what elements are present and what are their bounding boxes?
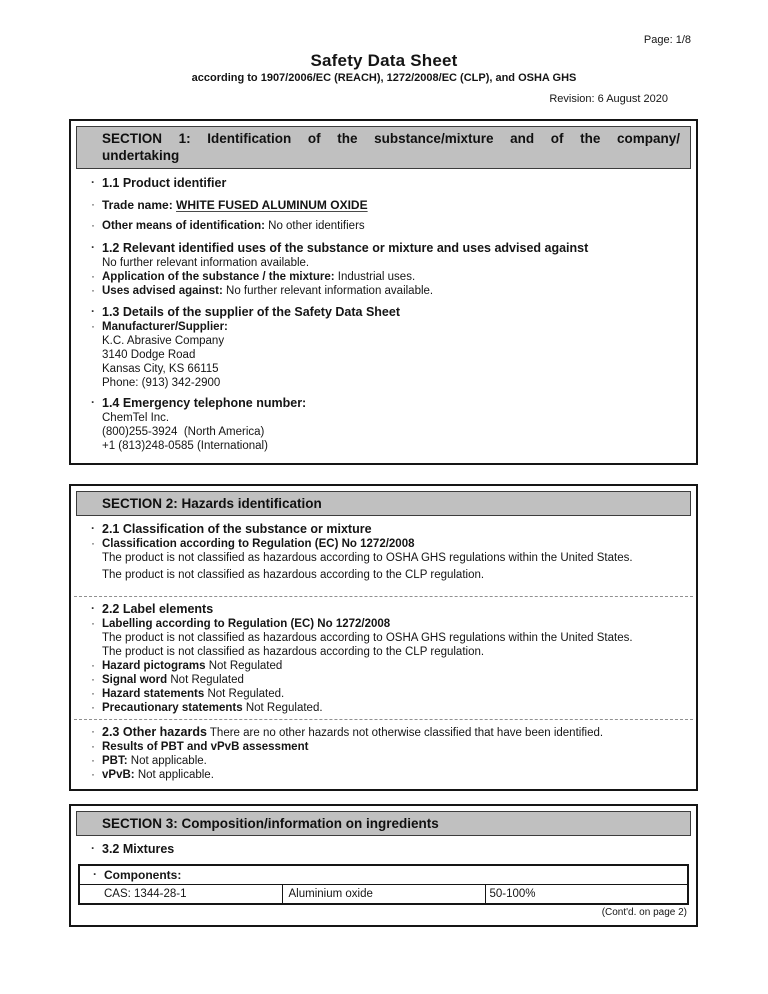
subsection-heading-1-1: · 1.1 Product identifier — [91, 174, 227, 190]
vpvb-label: vPvB: — [102, 768, 135, 781]
precautionary-statements-line — [91, 699, 682, 715]
other-hazards-value: There are no other hazards not otherwise classified that have been identified. — [209, 726, 604, 739]
bullet-dot: · — [91, 394, 95, 409]
dashed-divider — [74, 719, 693, 720]
emergency-phone-na: (800)255-3924 (North America) — [102, 425, 265, 438]
component-cas: CAS: 1344-28-1 — [104, 888, 187, 901]
manufacturer-label-line — [91, 318, 682, 334]
section-3-box — [69, 804, 698, 927]
hazard-pictograms-line — [91, 657, 682, 673]
bullet-dot: · — [91, 196, 95, 211]
signal-word-value: Not Regulated — [170, 673, 244, 686]
section-1-box — [69, 119, 698, 465]
emergency-phone-intl: +1 (813)248-0585 (International) — [102, 439, 268, 452]
signal-word-label: Signal word — [102, 673, 168, 686]
component-range: 50-100% — [485, 885, 688, 905]
bullet-dot: · — [91, 699, 95, 714]
dashed-divider — [74, 596, 693, 597]
subsection-heading-1-2: · 1.2 Relevant identified uses of the substance or mixture and uses advised against — [91, 239, 589, 255]
precautionary-statements-value: Not Regulated. — [245, 701, 323, 714]
subsection-heading-2-2: · 2.2 Label elements — [91, 600, 214, 616]
osha-statement: The product is not classified as hazardous according to OSHA GHS regulations within the United States. — [102, 551, 633, 564]
manufacturer-city: Kansas City, KS 66115 — [102, 362, 219, 375]
manufacturer-label: Manufacturer/Supplier: — [102, 320, 228, 333]
bullet-dot: · — [91, 752, 95, 767]
revision-date: Revision: 6 August 2020 — [549, 93, 668, 105]
bullet-dot: · — [91, 217, 95, 232]
hazard-statements-line — [91, 685, 682, 701]
bullet-dot: · — [91, 766, 95, 781]
bullet-dot: · — [91, 303, 95, 318]
component-name: Aluminium oxide — [282, 885, 485, 905]
section-2-header: SECTION 2: Hazards identification — [76, 491, 691, 516]
hazard-statements-label: Hazard statements — [102, 687, 205, 700]
subsection-heading-1-4: · 1.4 Emergency telephone number: — [91, 394, 307, 410]
section-3-content — [71, 842, 696, 857]
emergency-company: ChemTel Inc. — [102, 411, 170, 424]
labelling-regulation-line — [91, 615, 682, 631]
bullet-dot: · — [91, 723, 95, 738]
bullet-dot: · — [91, 841, 95, 856]
bullet-dot: · — [91, 318, 95, 333]
uses-advised-label: Uses advised against: — [102, 284, 223, 297]
manufacturer-street: 3140 Dodge Road — [102, 348, 196, 361]
hazard-pictograms-label: Hazard pictograms — [102, 659, 206, 672]
bullet-dot: · — [91, 174, 95, 189]
pbt-label: PBT: — [102, 754, 128, 767]
labelling-regulation-label: Labelling according to Regulation (EC) No 1272/2008 — [102, 617, 391, 630]
components-header-row — [79, 865, 688, 885]
section-2-3-content — [71, 725, 696, 782]
signal-word-line — [91, 671, 682, 687]
application-value: Industrial uses. — [337, 270, 416, 283]
section-2-box — [69, 484, 698, 791]
uses-advised-line — [91, 282, 682, 298]
pbt-value: Not applicable. — [130, 754, 207, 767]
bullet-dot: · — [91, 535, 95, 550]
classification-regulation-line — [91, 535, 682, 551]
doc-subtitle: according to 1907/2006/EC (REACH), 1272/2008/EC (CLP), and OSHA GHS — [191, 72, 577, 84]
bullet-dot: · — [91, 239, 95, 254]
continued-note: (Cont'd. on page 2) — [601, 907, 687, 919]
bullet-dot: · — [91, 600, 95, 615]
bullet-dot: · — [91, 738, 95, 753]
pbt-vpvb-heading-line — [91, 738, 682, 754]
bullet-dot: · — [91, 282, 95, 297]
application-line — [91, 268, 682, 284]
subsection-heading-2-1: · 2.1 Classification of the substance or mixture — [91, 520, 372, 536]
classification-regulation-label: Classification according to Regulation (EC) No 1272/2008 — [102, 537, 415, 550]
section-1-content — [71, 176, 696, 453]
section-1-header — [76, 126, 691, 169]
manufacturer-name: K.C. Abrasive Company — [102, 334, 225, 347]
pbt-vpvb-heading: Results of PBT and vPvB assessment — [102, 740, 309, 753]
hazard-statements-value: Not Regulated. — [207, 687, 285, 700]
bullet-dot: · — [91, 520, 95, 535]
doc-header — [0, 0, 768, 106]
section-1-header-line1: SECTION 1: Identification of the substance/mixture and of the company/ — [102, 131, 680, 146]
component-row — [79, 885, 688, 905]
doc-title: Safety Data Sheet — [310, 51, 458, 70]
application-label: Application of the substance / the mixture: — [102, 270, 335, 283]
subsection-heading-1-3: · 1.3 Details of the supplier of the Safety Data Sheet — [91, 303, 400, 319]
subsection-heading-2-3: 2.3 Other hazards — [102, 724, 207, 739]
components-header-label: Components: — [104, 868, 182, 883]
other-identification-label: Other means of identification: — [102, 219, 265, 232]
bullet-dot: · — [91, 671, 95, 686]
section-2-2-content — [71, 602, 696, 715]
bullet-dot: · — [93, 867, 97, 882]
bullet-dot: · — [91, 268, 95, 283]
section-3-header: SECTION 3: Composition/information on ingredients — [76, 811, 691, 836]
bullet-dot: · — [91, 685, 95, 700]
components-table — [78, 864, 689, 905]
uses-advised-value: No further relevant information available. — [226, 284, 434, 297]
vpvb-line — [91, 766, 682, 782]
section-2-content — [71, 522, 696, 582]
page-number: Page: 1/8 — [643, 34, 691, 46]
bullet-dot: · — [91, 657, 95, 672]
subsection-heading-3-2: · 3.2 Mixtures — [91, 841, 175, 857]
trade-name-label: Trade name: — [102, 197, 173, 212]
hazard-pictograms-value: Not Regulated — [208, 659, 283, 672]
clp-statement-2: The product is not classified as hazardous according to the CLP regulation. — [102, 645, 485, 658]
other-hazards-line — [91, 723, 682, 740]
bullet-dot: · — [91, 615, 95, 630]
other-identification-line — [91, 217, 682, 233]
pbt-line — [91, 752, 682, 768]
precautionary-statements-label: Precautionary statements — [102, 701, 243, 714]
section-1-header-line2: undertaking — [102, 148, 180, 164]
other-identification-value: No other identifiers — [268, 219, 365, 232]
manufacturer-phone: Phone: (913) 342-2900 — [102, 376, 221, 389]
clp-statement: The product is not classified as hazardous according to the CLP regulation. — [102, 568, 485, 581]
osha-statement-2: The product is not classified as hazardous according to OSHA GHS regulations within the United States. — [102, 631, 633, 644]
trade-name-value: WHITE FUSED ALUMINUM OXIDE — [176, 197, 368, 212]
trade-name-line — [91, 196, 682, 212]
vpvb-value: Not applicable. — [137, 768, 214, 781]
no-further-info-line: No further relevant information available. — [102, 256, 310, 269]
